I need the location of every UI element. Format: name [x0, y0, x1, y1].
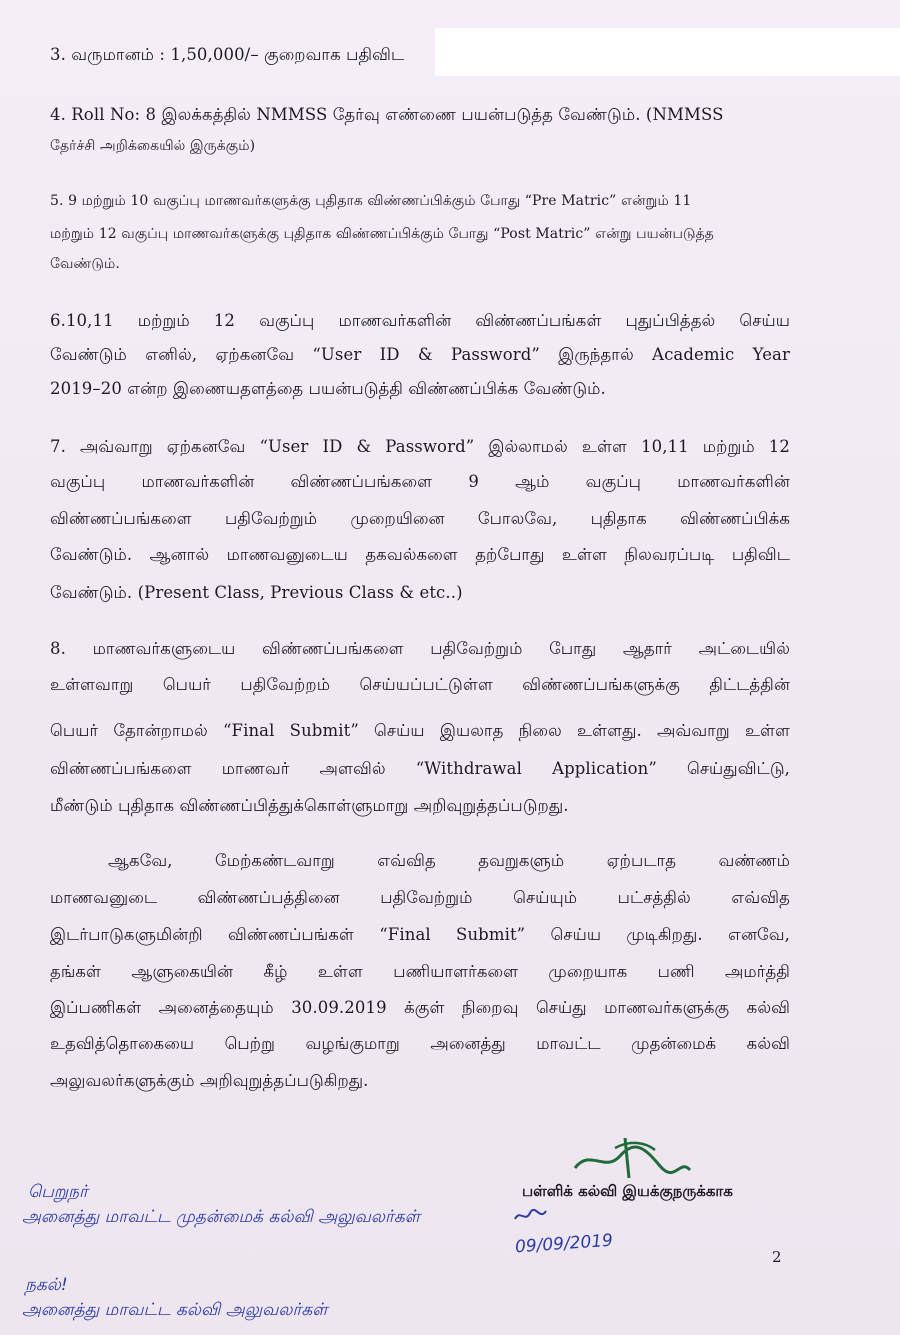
redaction-box — [435, 28, 900, 76]
signature-title: பள்ளிக் கல்வி இயக்குநருக்காக — [522, 1182, 733, 1200]
handwritten-recipient-label: பெறுநர் — [28, 1182, 88, 1202]
item-4-line-1: 4. Roll No: 8 இலக்கத்தில் NMMSS தேர்வு எண்ணை பயன்படுத்த வேண்டும். (NMMSS — [50, 105, 724, 124]
item-5-line-1: 5. 9 மற்றும் 10 வகுப்பு மாணவர்களுக்கு புதிதாக விண்ணப்பிக்கும் போது “Pre Matric” என்றும் 11 — [50, 193, 692, 209]
item-5-line-2: மற்றும் 12 வகுப்பு மாணவர்களுக்கு புதிதாக விண்ணப்பிக்கும் போது “Post Matric” என்று பயன்படுத்த — [50, 226, 715, 242]
item-7-line-4: வேண்டும். ஆனால் மாணவனுடைய தகவல்களை தற்போது உள்ள நிலவரப்படி பதிவிட — [50, 545, 790, 564]
item-8-line-2: உள்ளவாறு பெயர் பதிவேற்றம் செய்யப்பட்டுள்ள விண்ணப்பங்களுக்கு திட்டத்தின் — [50, 675, 790, 694]
item-3-income: 3. வருமானம் : 1,50,000/– குறைவாக பதிவிட — [50, 45, 405, 64]
conclusion-line-4: தங்கள் ஆளுகையின் கீழ் உள்ள பணியாளர்களை முறையாக பணி அமர்த்தி — [50, 962, 790, 981]
initials-mark — [510, 1205, 550, 1225]
item-7-line-3: விண்ணப்பங்களை பதிவேற்றும் முறையினை போலவே, புதிதாக விண்ணப்பிக்க — [50, 509, 790, 528]
item-7-line-5: வேண்டும். (Present Class, Previous Class & etc..) — [50, 583, 463, 602]
page-number: 2 — [772, 1248, 782, 1266]
handwritten-copy-label: நகல்! — [25, 1275, 68, 1295]
item-4-line-2: தேர்ச்சி அறிக்கையில் இருக்கும்) — [50, 138, 256, 154]
item-7-line-1: 7. அவ்வாறு ஏற்கனவே “User ID & Password” இல்லாமல் உள்ள 10,11 மற்றும் 12 — [50, 437, 790, 456]
conclusion-line-3: இடர்பாடுகளுமின்றி விண்ணப்பங்கள் “Final Submit” செய்ய முடிகிறது. எனவே, — [50, 925, 790, 944]
handwritten-date: 09/09/2019 — [514, 1230, 614, 1258]
handwritten-recipient: அனைத்து மாவட்ட முதன்மைக் கல்வி அலுவலர்கள் — [22, 1207, 421, 1227]
conclusion-line-7: அலுவலர்களுக்கும் அறிவுறுத்தப்படுகிறது. — [50, 1071, 369, 1090]
handwritten-copy-to: அனைத்து மாவட்ட கல்வி அலுவலர்கள் — [22, 1300, 328, 1320]
item-8-line-3: பெயர் தோன்றாமல் “Final Submit” செய்ய இயலாத நிலை உள்ளது. அவ்வாறு உள்ள — [50, 721, 790, 740]
item-5-line-3: வேண்டும். — [50, 256, 120, 272]
conclusion-line-6: உதவித்தொகையை பெற்று வழங்குமாறு அனைத்து மாவட்ட முதன்மைக் கல்வி — [50, 1034, 790, 1053]
signature-mark — [565, 1128, 695, 1188]
conclusion-line-1: ஆகவே, மேற்கண்டவாறு எவ்வித தவறுகளும் ஏற்படாத வண்ணம் — [108, 851, 790, 870]
item-7-line-2: வகுப்பு மாணவர்களின் விண்ணப்பங்களை 9 ஆம் வகுப்பு மாணவர்களின் — [50, 472, 790, 491]
item-8-line-1: 8. மாணவர்களுடைய விண்ணப்பங்களை பதிவேற்றும் போது ஆதார் அட்டையில் — [50, 639, 790, 658]
item-6-line-1: 6.10,11 மற்றும் 12 வகுப்பு மாணவர்களின் விண்ணப்பங்கள் புதுப்பித்தல் செய்ய — [50, 311, 790, 330]
item-8-line-5: மீண்டும் புதிதாக விண்ணப்பித்துக்கொள்ளுமாறு அறிவுறுத்தப்படுறது. — [50, 796, 569, 815]
item-6-line-2: வேண்டும் எனில், ஏற்கனவே “User ID & Password” இருந்தால் Academic Year — [50, 345, 790, 364]
conclusion-line-5: இப்பணிகள் அனைத்தையும் 30.09.2019 க்குள் நிறைவு செய்து மாணவர்களுக்கு கல்வி — [50, 998, 790, 1017]
conclusion-line-2: மாணவனுடை விண்ணப்பத்தினை பதிவேற்றும் செய்யும் பட்சத்தில் எவ்வித — [50, 888, 790, 907]
item-6-line-3: 2019–20 என்ற இணையதளத்தை பயன்படுத்தி விண்ணப்பிக்க வேண்டும். — [50, 379, 606, 398]
item-8-line-4: விண்ணப்பங்களை மாணவர் அளவில் “Withdrawal Application” செய்துவிட்டு, — [50, 759, 790, 778]
